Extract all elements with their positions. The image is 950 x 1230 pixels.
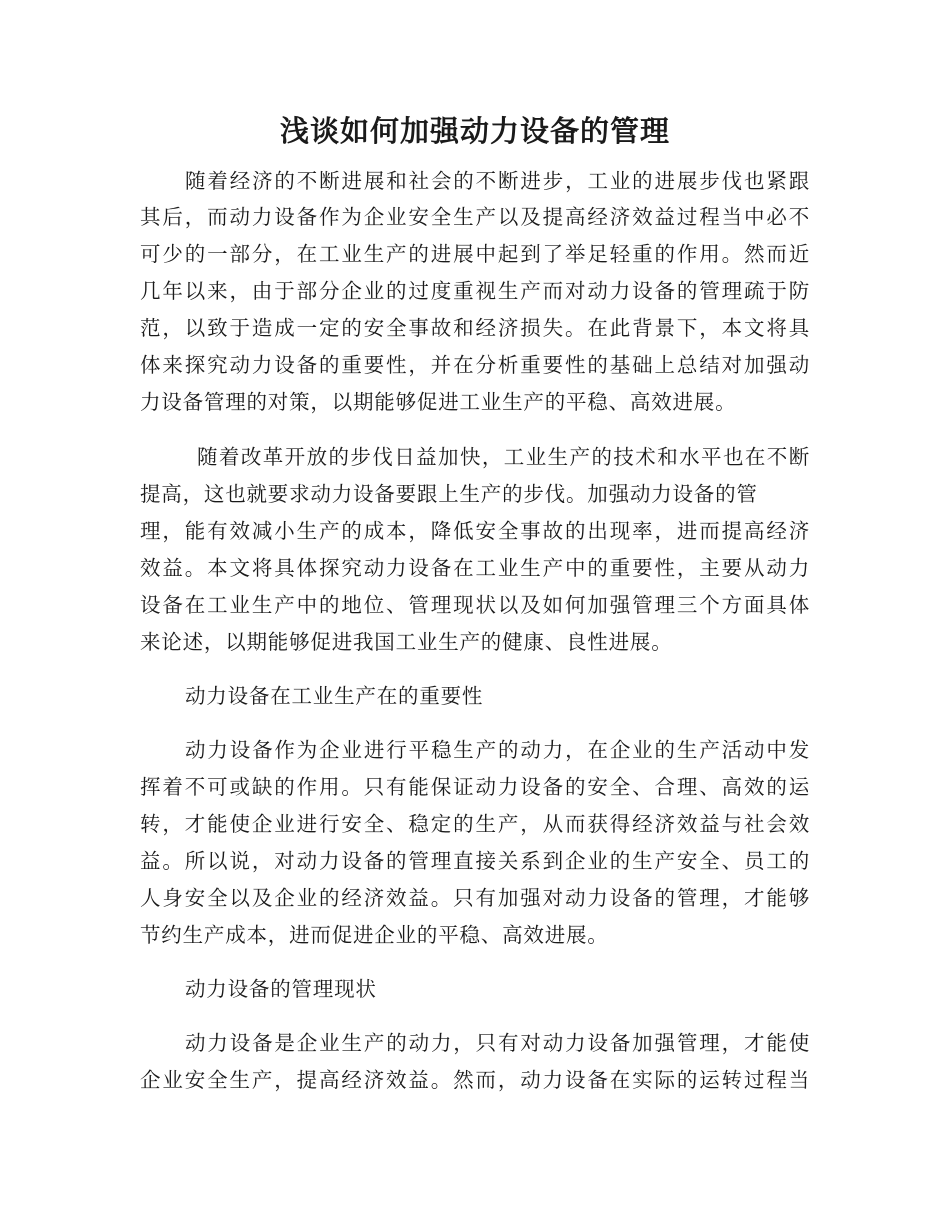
paragraph-3-line-2: 挥着不可或缺的作用。只有能保证动力设备的安全、合理、高效的运	[140, 775, 810, 799]
paragraph-1-line-5: 范，以致于造成一定的安全事故和经济损失。在此背景下，本文将具	[140, 316, 810, 340]
paragraph-2-line-5: 设备在工业生产中的地位、管理现状以及如何加强管理三个方面具体	[140, 593, 810, 617]
paragraph-3-line-4: 益。所以说，对动力设备的管理直接关系到企业的生产安全、员工的	[140, 849, 810, 873]
paragraph-3-line-6: 节约生产成本，进而促进企业的平稳、高效进展。	[140, 923, 609, 947]
paragraph-2-line-2: 提高，这也就要求动力设备要跟上生产的步伐。加强动力设备的管	[140, 482, 758, 506]
document-title: 浅谈如何加强动力设备的管理	[279, 114, 670, 148]
paragraph-2-line-3: 理，能有效减小生产的成本，降低安全事故的出现率，进而提高经济	[140, 519, 810, 543]
paragraph-3-line-1: 动力设备作为企业进行平稳生产的动力，在企业的生产活动中发	[185, 738, 810, 762]
paragraph-1-line-2: 其后，而动力设备作为企业安全生产以及提高经济效益过程当中必不	[140, 205, 810, 229]
section-heading-status: 动力设备的管理现状	[185, 977, 377, 1001]
paragraph-1-line-1: 随着经济的不断进展和社会的不断进步，工业的进展步伐也紧跟	[185, 169, 810, 193]
paragraph-4-line-1: 动力设备是企业生产的动力，只有对动力设备加强管理，才能使	[185, 1031, 810, 1055]
paragraph-2-line-1: 随着改革开放的步伐日益加快，工业生产的技术和水平也在不断	[197, 445, 810, 469]
paragraph-3-line-3: 转，才能使企业进行安全、稳定的生产，从而获得经济效益与社会效	[140, 812, 810, 836]
paragraph-2-line-4: 效益。本文将具体探究动力设备在工业生产中的重要性，主要从动力	[140, 556, 810, 580]
section-heading-importance: 动力设备在工业生产在的重要性	[185, 684, 484, 708]
paragraph-3-line-5: 人身安全以及企业的经济效益。只有加强对动力设备的管理，才能够	[140, 886, 810, 910]
paragraph-1-line-7: 力设备管理的对策，以期能够促进工业生产的平稳、高效进展。	[140, 390, 737, 414]
paragraph-4-line-2: 企业安全生产，提高经济效益。然而，动力设备在实际的运转过程当	[140, 1068, 810, 1092]
paragraph-1-line-6: 体来探究动力设备的重要性，并在分析重要性的基础上总结对加强动	[140, 353, 810, 377]
paragraph-1-line-3: 可少的一部分，在工业生产的进展中起到了举足轻重的作用。然而近	[140, 242, 810, 266]
paragraph-2-line-6: 来论述，以期能够促进我国工业生产的健康、良性进展。	[140, 630, 673, 654]
paragraph-1-line-4: 几年以来，由于部分企业的过度重视生产而对动力设备的管理疏于防	[140, 279, 810, 303]
